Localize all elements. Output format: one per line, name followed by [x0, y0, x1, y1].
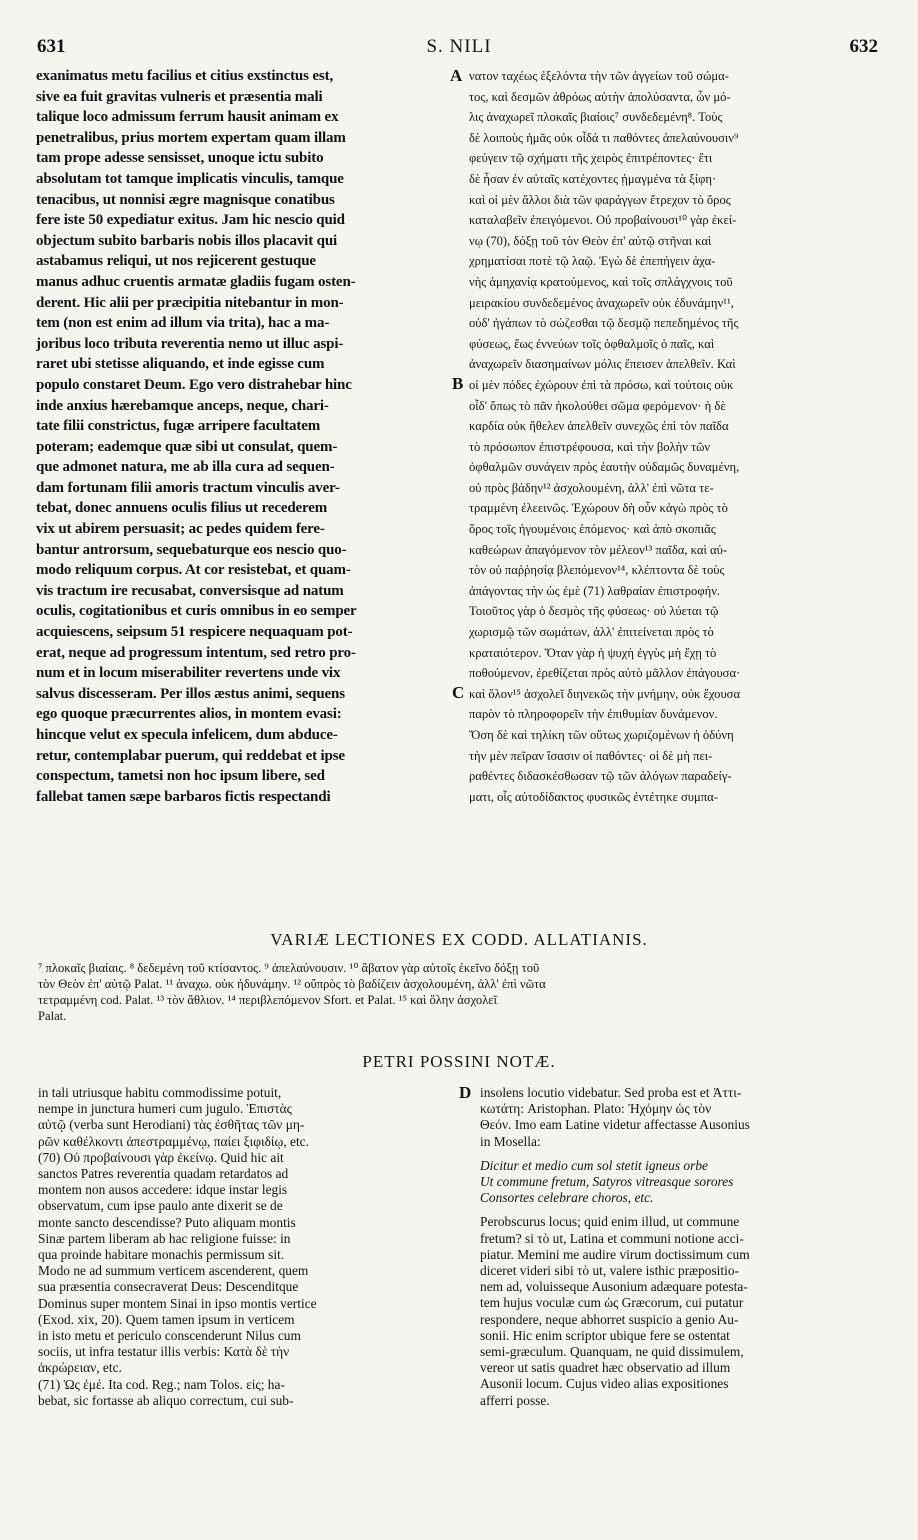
greek-text-line: οὐδ' ἠγάπων τὸ σώζεσθαι τῷ δεσμῷ πεπεδημένος τῆς	[469, 316, 739, 331]
latin-text-line: absolutam tot tamque implicatis vinculis, tamque	[36, 170, 344, 187]
note-line: afferri posse.	[480, 1392, 550, 1408]
latin-text-line: salvus discesseram. Per illos æstus animi, sequens	[36, 685, 345, 702]
note-line: monte sancto descendisse? Puto aliquam montis	[38, 1214, 296, 1230]
latin-text-line: sive ea fuit gravitas vulneris et præsentia mali	[36, 88, 323, 105]
note-line: in tali utriusque habitu commodissime potuit,	[38, 1085, 282, 1100]
note-line: Dominus super montem Sinai in ipso montis vertice	[38, 1295, 317, 1311]
note-line: sonii. Hic enim scriptor ubique fere se ostentat	[480, 1327, 730, 1343]
greek-text-line: οἶδ' ὅπως τὸ πᾶν ἠκολούθει σῶμα φερόμενον· ἡ δὲ	[469, 398, 726, 413]
latin-column	[36, 66, 450, 807]
note-line: piatur. Memini me audire virum doctissimum cum	[480, 1246, 750, 1262]
note-line: insolens locutio videbatur. Sed proba est et Ἀττι-	[480, 1085, 742, 1100]
latin-text-line: acquiescens, seipsum 51 respicere nequaquam pot-	[36, 624, 353, 641]
greek-text-line: καρδία οὐκ ἤθελεν ἀπελθεῖν συνεχῶς ἐπὶ τὸν παῖδα	[469, 419, 729, 434]
note-line: sociis, ut infra testatur illis verbis: Κατὰ δὲ τὴν	[38, 1344, 290, 1360]
note-line: Modo ne ad summum verticem ascenderent, quem	[38, 1263, 309, 1279]
latin-text-line: raret ubi stetisse aliquando, et inde egisse cum	[36, 356, 325, 373]
latin-text-line: oculis, cogitationibus et curis omnibus in eo semper	[36, 603, 357, 620]
latin-text-line: vis tractum ire recusabat, conversisque ad natum	[36, 582, 344, 599]
latin-text-line: que admonet natura, me ab illa cura ad sequen-	[36, 459, 335, 476]
note-line: Consortes celebrare choros, etc.	[480, 1190, 654, 1206]
latin-text-line: ego quoque præcurrentes alios, in montem evasi:	[36, 706, 342, 723]
latin-text-line: erat, neque ad progressum intentum, sed retro pro-	[36, 644, 356, 661]
margin-marker-c: C	[452, 683, 465, 702]
latin-text-line: fallebat tamen sæpe barbaros fictis respectandi	[36, 788, 331, 805]
latin-text-line: num et in locum miserabiliter revertens unde vix	[36, 665, 341, 682]
variant-reading-line: Palat.	[38, 1009, 67, 1023]
latin-text-line: dam fortunam filii amoris tractum vinculis aver-	[36, 479, 340, 496]
latin-text-line: exanimatus metu facilius et citius exstinctus est,	[36, 68, 334, 84]
notes-right-column	[480, 1085, 884, 1409]
greek-text-line: ἀναχωρεῖν διασημαίνων μόλις ἔπεισεν ἀπελθεῖν. Καὶ	[469, 357, 736, 372]
latin-text-line: penetralibus, prius mortem expertam quam illam	[36, 129, 346, 146]
note-line: Dicitur et medio cum sol stetit igneus orbe	[480, 1157, 708, 1173]
greek-text-line: μειρακίου συνδεδεμένος ἀναχωρεῖν οὐκ ἐδυνάμην¹¹,	[469, 295, 734, 310]
greek-text-line: ἀπάγοντας τὴν ὡς ἐμὲ (71) λαθραίαν ἐπιστροφήν.	[469, 583, 721, 598]
latin-text-line: tebat, donec annuens oculis filius ut recederem	[36, 500, 328, 517]
running-title: S. NILI	[426, 36, 492, 57]
note-line: αὐτῷ (verba sunt Herodiani) τὰς ἐσθῆτας τῶν μη-	[38, 1117, 305, 1133]
note-line: Ut commune fretum, Satyros vitreasque sorores	[480, 1174, 734, 1190]
variant-reading-line: τὸν Θεὸν ἐπ' αὐτῷ Palat. ¹¹ ἀναχω. οὐκ ἠδυνάμην. ¹² οὔπρὸς τὸ βαδίζειν ἀσχολουμένη, ἀλλ' ἐπὶ νῶτα	[38, 977, 546, 991]
note-line: observatum, cum ipse paulo ante dixerit se de	[38, 1198, 283, 1214]
greek-text-line: ποθούμενον, ἐρεθίζεται πρὸς αὐτὸ μᾶλλον ἐπάγουσα·	[469, 666, 741, 681]
greek-text-line: δὲ λοιποὺς ἡμᾶς οὐκ οἶδά τι παθόντες ἀπελαύνουσιν⁹	[469, 130, 739, 145]
greek-text-line: καταλαβεῖν ἐπειγόμενοι. Οὐ προβαίνουσι¹⁰ γὰρ ἐκεί-	[469, 213, 737, 228]
note-line: montem non ausos accedere: idque instar legis	[38, 1182, 288, 1198]
latin-text-line: poteram; eademque quæ sibi ut consulat, quem-	[36, 438, 338, 455]
note-line: bebat, sic fortasse ab aliquo correctum, cui sub-	[38, 1392, 294, 1408]
note-line: respondere, neque abhorret suspicio a genio Au-	[480, 1311, 739, 1327]
greek-text-line: καθεώρων ἀπαγόμενον τὸν μέλεον¹³ παῖδα, καὶ αὐ-	[469, 542, 728, 557]
latin-text-line: astabamus reliqui, ut nos rejicerent gestuque	[36, 253, 316, 270]
note-line: κωτάτη: Aristophan. Plato: Ἠχόμην ὡς τὸν	[480, 1101, 712, 1117]
variant-reading-line: τετραμμένη cod. Palat. ¹³ τὸν ἄθλιον. ¹⁴ περιβλεπόμενον Sfort. et Palat. ¹⁵ καὶ ὅλην ἀσχολεῖ	[38, 993, 497, 1007]
greek-text-line: Ὅση δὲ καὶ τηλίκη τῶν οὕτως χωριζομένων ἡ ὀδύνη	[469, 728, 734, 742]
latin-text-line: objectum subito barbaris nobis illos placavit qui	[36, 232, 338, 249]
latin-text-line: retur, contemplabar puerum, qui reddebat et ipse	[36, 747, 345, 764]
note-line: Θεόν. Imo eam Latine videtur affectasse Ausonius	[480, 1117, 750, 1133]
latin-text-line: vix ut abirem persuasit; ac pedes quidem fere-	[36, 521, 325, 538]
note-line: Perobscurus locus; quid enim illud, ut commune	[480, 1214, 740, 1230]
note-line: fretum? si τὸ ut, Latina et communi notione acci-	[480, 1230, 744, 1246]
note-line	[480, 1150, 884, 1158]
greek-text-line: λις ἀναχωρεῖ πλοκαῖς βιαίοις⁷ συνδεδεμένη⁸. Τοὺς	[469, 110, 723, 125]
note-line: ρῶν καθέλκοντι ἀπεστραμμένῳ, παίει ξιφιδίῳ, etc.	[38, 1133, 309, 1149]
latin-text-line: manus adhuc cruentis armatæ gladiis fugam osten-	[36, 273, 356, 290]
greek-text-line: παρὸν τὸ πληροφορεῖν τὴν ἐπιθυμίαν δυνάμενον.	[469, 707, 718, 722]
variant-reading-line: ⁷ πλοκαῖς βιαίαις. ⁸ δεδεμένη τοῦ κτίσαντος. ⁹ ἀπελαύνουσιν. ¹⁰ ἄβατον γὰρ αὐτοῖς ἐκεῖνο δόξῃ τοῦ	[38, 961, 540, 975]
note-line: nem ad, voluisseque Ausonium adæquare potesta-	[480, 1279, 748, 1295]
variae-lectiones	[38, 960, 884, 1024]
note-line: semi-græculum. Quanquam, ne quid dissimulem,	[480, 1344, 744, 1360]
greek-text-line: νατον ταχέως ἐξελόντα τὴν τῶν ἀγγείων τοῦ σώμα-	[469, 69, 729, 83]
greek-text-line: ὀφθαλμῶν συνάγειν πρὸς ἑαυτὴν οὐδαμῶς δυναμένη,	[469, 460, 740, 475]
margin-marker-a: A	[450, 66, 463, 85]
page-number-left: 631	[37, 36, 66, 57]
latin-text-line: inde anxius hærebamque anceps, neque, chari-	[36, 397, 329, 414]
latin-text-line: populo constaret Deum. Ego vero distrahebar hinc	[36, 376, 352, 393]
greek-text-line: χωρισμῷ τῶν σωμάτων, ἀλλ' ἐπιτείνεται πρὸς τὸ	[469, 625, 714, 640]
greek-text-line: φεύγειν τῷ σχήματι τῆς χειρὸς ἐπιτρέποντες· ἔτι	[469, 151, 713, 166]
note-line: ἀκρώρειαν, etc.	[38, 1360, 122, 1376]
latin-text-line: fere iste 50 expediatur exitus. Jam hic nescio quid	[36, 212, 345, 229]
greek-text-line: οὐ πρὸς βάδην¹² ἀσχολουμένη, ἀλλ' ἐπὶ νῶτα τε-	[469, 480, 714, 495]
greek-text-line: χρηματίσαι ποτὲ τῷ λαῷ. Ἐγὼ δὲ ἐπεπήγειν ἀχα-	[469, 254, 716, 269]
greek-text-line: νὴς ἀμηχανίᾳ κρατούμενος, καὶ τοῖς σπλάγχνοις τοῦ	[469, 274, 733, 289]
latin-text-line: tam prope adesse sensisset, unoque ictu subito	[36, 150, 324, 167]
note-line: (71) Ὡς ἐμέ. Ita cod. Reg.; nam Tolos. εἰς; ha-	[38, 1376, 285, 1392]
greek-text-line: ὄρος τοῖς ἡγουμένοις ἑπόμενος· καὶ ἀπὸ σκοπιᾶς	[469, 522, 716, 537]
latin-text-line: hincque velut ex specula infelicem, dum abduce-	[36, 727, 338, 743]
notes-left-column	[38, 1085, 458, 1409]
greek-text-line: τὸ πρόσωπον ἐπιστρέφουσα, καὶ τὴν βολὴν τῶν	[469, 439, 711, 454]
note-line: diceret videri sibi τὸ ut, valere isthic præpositio-	[480, 1263, 739, 1279]
greek-text-line: τὴν μὲν πεῖραν ἴσασιν οἱ παθόντες· οἱ δὲ μὴ πει-	[469, 748, 713, 763]
latin-text-line: talique loco admissum ferrum hausit animam ex	[36, 109, 339, 126]
note-line: sanctos Patres reverentia quadam retardatos ad	[38, 1166, 289, 1182]
greek-text-line: τος, καὶ δεσμῶν ἀθρόως αὐτὴν ἀπολύσαντα, ὧν μό-	[469, 89, 731, 104]
greek-text-line: ραθέντες διδασκέσθωσαν τῷ τῶν ἀλόγων παραδείγ-	[469, 769, 732, 784]
greek-text-line: καὶ οἱ μὲν ἄλλοι διὰ τῶν φαράγγων ἔτρεχον τὸ ὄρος	[469, 192, 731, 207]
latin-text-line: modo reliquum corpus. At cor resistebat, et quam-	[36, 562, 351, 579]
note-line: nempe in junctura humeri cum jugulo. Ἐπιστὰς	[38, 1101, 292, 1117]
note-line	[480, 1206, 884, 1214]
margin-marker-d: D	[459, 1083, 472, 1102]
latin-text-line: joribus loco tributa reverentia nemo ut illuc aspi-	[36, 335, 344, 352]
note-line: (Exod. xix, 20). Quem tamen ipsum in verticem	[38, 1311, 295, 1327]
greek-text-line: τραμμένη ἐλεεινῶς. Ἐχώρουν δὴ οὖν κἀγὼ πρὸς τὸ	[469, 501, 728, 516]
latin-text-line: derent. Hic alii per præcipitia nitebantur in mon-	[36, 294, 344, 311]
variae-title: VARIÆ LECTIONES EX CODD. ALLATIANIS.	[270, 930, 648, 949]
note-line: Ausonii locum. Cujus video alias expositiones	[480, 1376, 729, 1392]
page-number-right: 632	[849, 36, 878, 57]
greek-text-line: φύσεως, ἕως ἐννεύων τοῖς ὀφθαλμοῖς ὁ παῖς, καὶ	[469, 336, 715, 351]
latin-text-line: tate filii constrictus, fugæ arripere facultatem	[36, 418, 321, 435]
greek-text-line: οἱ μὲν πόδες ἐχώρουν ἐπὶ τὰ πρόσω, καὶ τούτοις οὐκ	[469, 377, 734, 392]
notes-title: PETRI POSSINI NOTÆ.	[362, 1052, 556, 1071]
margin-marker-b: B	[452, 374, 464, 393]
greek-text-line: δὲ ἦσαν ἐν αὐταῖς κατέχοντες ᾑμαγμένα τὰ ξίφη·	[469, 171, 717, 186]
note-line: tem hujus voculæ cum ὡς Græcorum, cui putatur	[480, 1295, 744, 1311]
greek-text-line: Τοιοῦτος γὰρ ὁ δεσμὸς τῆς φύσεως· οὐ λύεται τῷ	[469, 604, 719, 619]
latin-text-line: tenacibus, ut nonnisi ægre magnisque conatibus	[36, 191, 335, 208]
greek-text-line: ματι, οἷς αὐτοδίδακτος φυσικῶς ἐντέτηκε συμπα-	[469, 789, 718, 804]
latin-text-line: tem (non est enim ad illum via trita), hac a ma-	[36, 315, 330, 332]
latin-text-line: conspectum, tametsi non hoc ipsum libere, sed	[36, 768, 325, 785]
greek-text-line: νῳ (70), δόξῃ τοῦ τὸν Θεὸν ἐπ' αὐτῷ στῆναι καὶ	[469, 233, 712, 248]
greek-column	[469, 66, 883, 807]
note-line: Sinæ partem liberam ab hac religione fuisse: in	[38, 1230, 291, 1246]
note-line: (70) Οὐ προβαίνουσι γὰρ ἐκείνῳ. Quid hic ait	[38, 1149, 284, 1165]
greek-text-line: τὸν οὐ παῤῥησίᾳ βλεπόμενον¹⁴, κλέπτοντα δὲ τοὺς	[469, 563, 725, 578]
note-line: in isto metu et periculo conscenderunt Nilus cum	[38, 1328, 301, 1344]
note-line: sua præsentia consecraverat Deus: Descenditque	[38, 1279, 299, 1295]
greek-text-line: κραταιότερον. Ὅταν γὰρ ἡ ψυχὴ ἐγγὺς μὴ ἔχῃ τὸ	[469, 645, 717, 660]
greek-text-line: καὶ ὅλον¹⁵ ἀσχολεῖ διηνεκῶς τὴν μνήμην, οὐκ ἔχουσα	[469, 686, 741, 701]
latin-text-line: bantur antrorsum, sequebaturque eos nescio quo-	[36, 541, 347, 558]
note-line: in Mosella:	[480, 1133, 541, 1149]
note-line: vereor ut satis quadret hæc observatio ad illum	[480, 1360, 731, 1376]
note-line: qua proinde habitare monachis permissum sit.	[38, 1247, 285, 1263]
